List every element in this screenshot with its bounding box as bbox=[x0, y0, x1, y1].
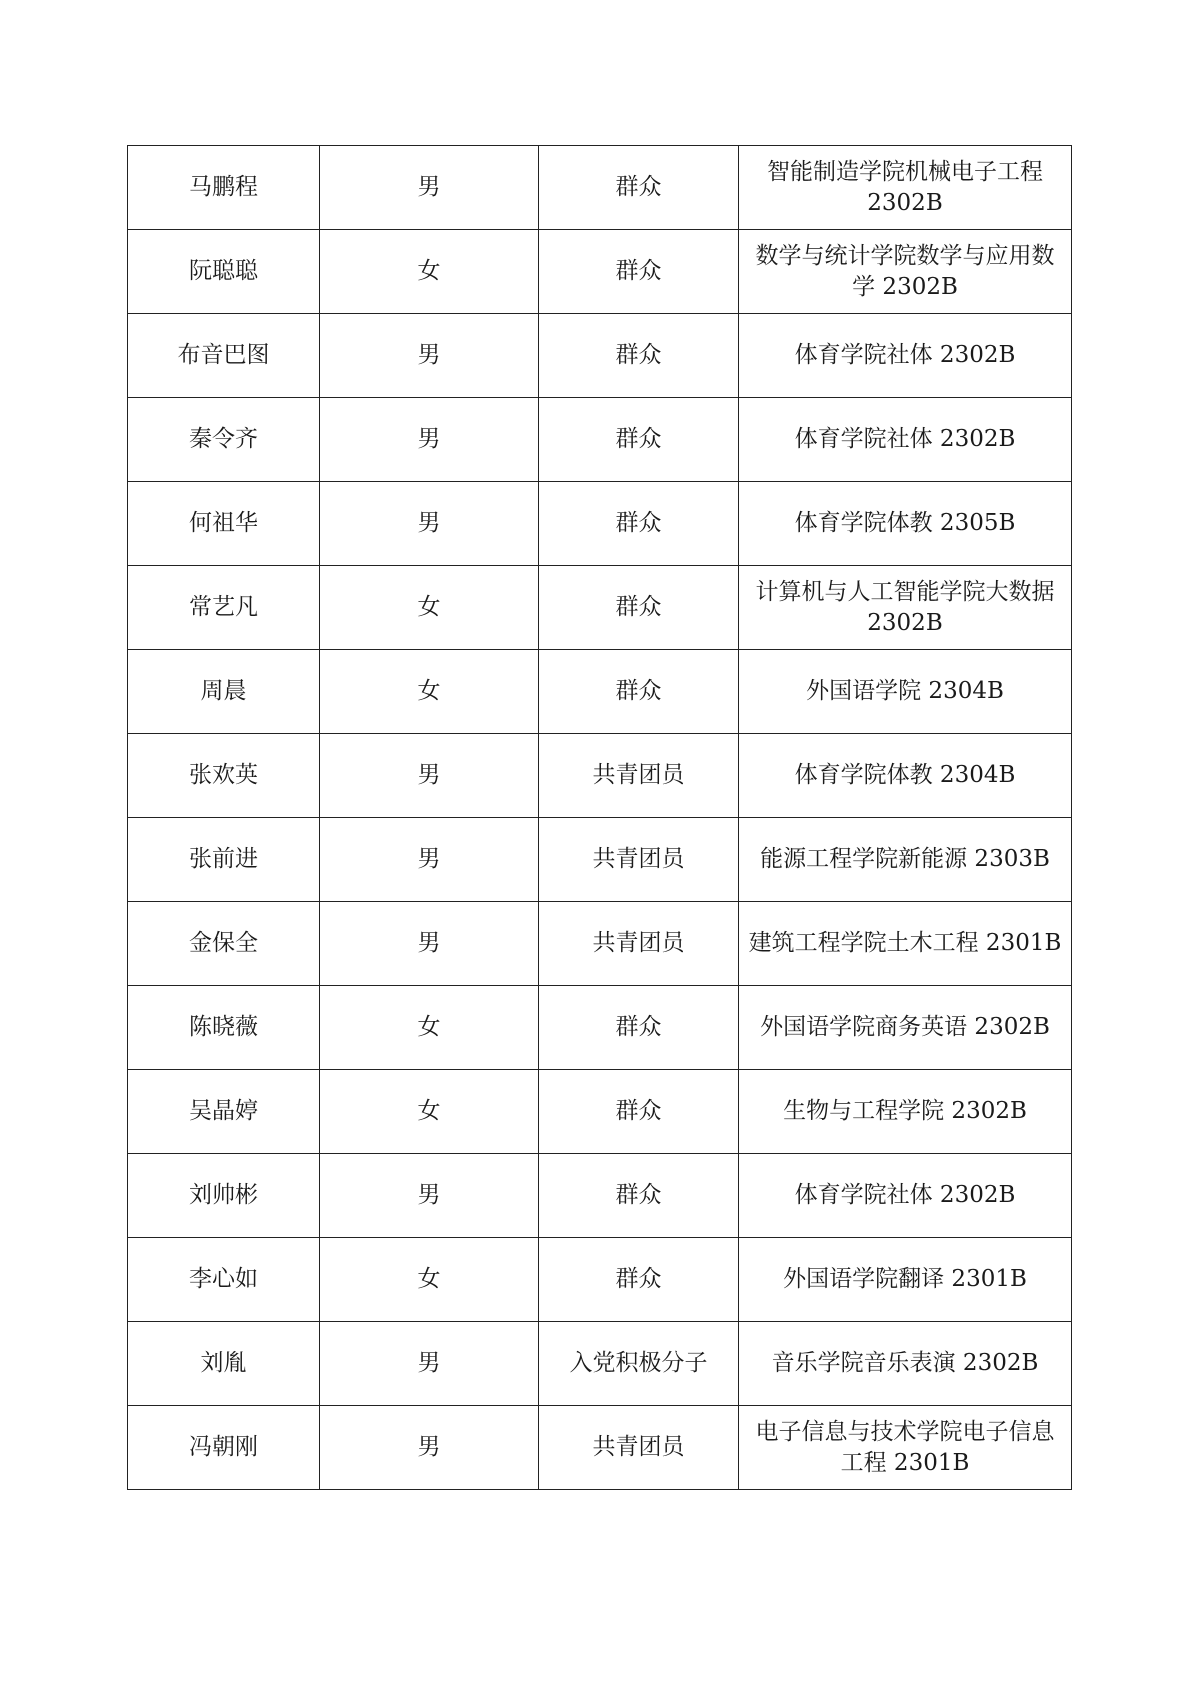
table-row bbox=[128, 146, 1072, 230]
name-cell: 秦令齐 bbox=[128, 398, 320, 482]
political-status-cell: 群众 bbox=[539, 1070, 739, 1154]
table-row bbox=[128, 734, 1072, 818]
political-status-cell: 群众 bbox=[539, 1154, 739, 1238]
gender-cell: 男 bbox=[320, 314, 539, 398]
college-class-cell: 智能制造学院机械电子工程 2302B bbox=[739, 146, 1072, 230]
gender-cell: 男 bbox=[320, 146, 539, 230]
gender-cell: 女 bbox=[320, 1070, 539, 1154]
gender-cell: 男 bbox=[320, 398, 539, 482]
college-class-cell: 外国语学院翻译 2301B bbox=[739, 1238, 1072, 1322]
college-class-cell: 外国语学院 2304B bbox=[739, 650, 1072, 734]
gender-cell: 男 bbox=[320, 902, 539, 986]
name-cell: 常艺凡 bbox=[128, 566, 320, 650]
political-status-cell: 群众 bbox=[539, 986, 739, 1070]
gender-cell: 女 bbox=[320, 566, 539, 650]
political-status-cell: 群众 bbox=[539, 482, 739, 566]
name-cell: 金保全 bbox=[128, 902, 320, 986]
college-class-cell: 电子信息与技术学院电子信息工程 2301B bbox=[739, 1406, 1072, 1490]
college-class-cell: 能源工程学院新能源 2303B bbox=[739, 818, 1072, 902]
gender-cell: 男 bbox=[320, 1406, 539, 1490]
name-cell: 周晨 bbox=[128, 650, 320, 734]
name-cell: 刘胤 bbox=[128, 1322, 320, 1406]
name-cell: 张欢英 bbox=[128, 734, 320, 818]
gender-cell: 男 bbox=[320, 818, 539, 902]
college-class-cell: 体育学院社体 2302B bbox=[739, 1154, 1072, 1238]
table-row bbox=[128, 1406, 1072, 1490]
political-status-cell: 群众 bbox=[539, 566, 739, 650]
political-status-cell: 共青团员 bbox=[539, 902, 739, 986]
political-status-cell: 共青团员 bbox=[539, 1406, 739, 1490]
table-row bbox=[128, 986, 1072, 1070]
name-cell: 冯朝刚 bbox=[128, 1406, 320, 1490]
college-class-cell: 体育学院体教 2304B bbox=[739, 734, 1072, 818]
name-cell: 张前进 bbox=[128, 818, 320, 902]
table-row bbox=[128, 902, 1072, 986]
name-cell: 陈晓薇 bbox=[128, 986, 320, 1070]
college-class-cell: 体育学院体教 2305B bbox=[739, 482, 1072, 566]
college-class-cell: 体育学院社体 2302B bbox=[739, 398, 1072, 482]
political-status-cell: 入党积极分子 bbox=[539, 1322, 739, 1406]
college-class-cell: 数学与统计学院数学与应用数学 2302B bbox=[739, 230, 1072, 314]
table-row bbox=[128, 482, 1072, 566]
table-row bbox=[128, 1322, 1072, 1406]
table-row bbox=[128, 818, 1072, 902]
gender-cell: 女 bbox=[320, 230, 539, 314]
gender-cell: 男 bbox=[320, 1322, 539, 1406]
college-class-cell: 生物与工程学院 2302B bbox=[739, 1070, 1072, 1154]
name-cell: 布音巴图 bbox=[128, 314, 320, 398]
gender-cell: 女 bbox=[320, 986, 539, 1070]
college-class-cell: 建筑工程学院土木工程 2301B bbox=[739, 902, 1072, 986]
political-status-cell: 群众 bbox=[539, 1238, 739, 1322]
name-cell: 李心如 bbox=[128, 1238, 320, 1322]
table-row bbox=[128, 314, 1072, 398]
gender-cell: 女 bbox=[320, 1238, 539, 1322]
political-status-cell: 群众 bbox=[539, 146, 739, 230]
table-row bbox=[128, 1154, 1072, 1238]
political-status-cell: 共青团员 bbox=[539, 734, 739, 818]
roster-body bbox=[128, 146, 1072, 1490]
political-status-cell: 群众 bbox=[539, 314, 739, 398]
political-status-cell: 共青团员 bbox=[539, 818, 739, 902]
table-row bbox=[128, 650, 1072, 734]
college-class-cell: 体育学院社体 2302B bbox=[739, 314, 1072, 398]
table-row bbox=[128, 1238, 1072, 1322]
name-cell: 马鹏程 bbox=[128, 146, 320, 230]
college-class-cell: 计算机与人工智能学院大数据 2302B bbox=[739, 566, 1072, 650]
student-roster-table bbox=[127, 145, 1072, 1490]
table-row bbox=[128, 1070, 1072, 1154]
college-class-cell: 外国语学院商务英语 2302B bbox=[739, 986, 1072, 1070]
name-cell: 何祖华 bbox=[128, 482, 320, 566]
table-row bbox=[128, 398, 1072, 482]
gender-cell: 男 bbox=[320, 734, 539, 818]
political-status-cell: 群众 bbox=[539, 650, 739, 734]
political-status-cell: 群众 bbox=[539, 230, 739, 314]
gender-cell: 男 bbox=[320, 1154, 539, 1238]
gender-cell: 男 bbox=[320, 482, 539, 566]
name-cell: 阮聪聪 bbox=[128, 230, 320, 314]
college-class-cell: 音乐学院音乐表演 2302B bbox=[739, 1322, 1072, 1406]
table-row bbox=[128, 230, 1072, 314]
table-row bbox=[128, 566, 1072, 650]
gender-cell: 女 bbox=[320, 650, 539, 734]
name-cell: 刘帅彬 bbox=[128, 1154, 320, 1238]
name-cell: 吴晶婷 bbox=[128, 1070, 320, 1154]
political-status-cell: 群众 bbox=[539, 398, 739, 482]
